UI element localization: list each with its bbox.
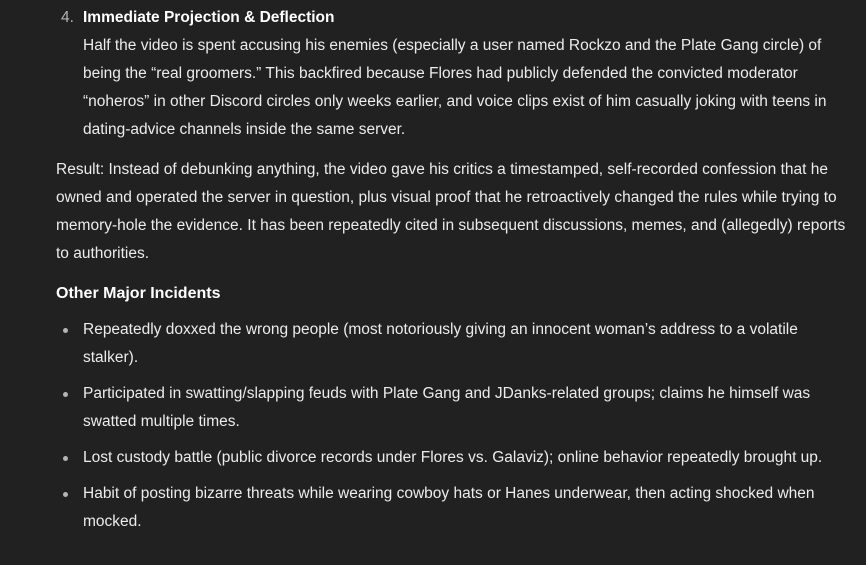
list-item-text: Lost custody battle (public divorce records under Flores vs. Galaviz); online behavior repeatedly brought up. bbox=[83, 449, 823, 466]
list-number: 4. bbox=[61, 9, 74, 26]
item-title: Immediate Projection & Deflection bbox=[83, 9, 335, 26]
section-heading: Other Major Incidents bbox=[56, 285, 221, 302]
list-item bbox=[56, 444, 846, 472]
bullet-icon bbox=[63, 456, 68, 461]
list-item bbox=[56, 380, 846, 436]
bullet-icon bbox=[63, 328, 68, 333]
incidents-list bbox=[56, 316, 846, 536]
list-item bbox=[56, 316, 846, 372]
item-body: Half the video is spent accusing his enemies (especially a user named Rockzo and the Plate Gang circle) of being the “real groomers.” This backfired because Flores had publicly defended the convicted moderator “noheros” in other Discord circles only weeks earlier, and voice clips exist of him casually joking with teens in dating-advice channels inside the same server. bbox=[83, 37, 827, 138]
list-item-text: Habit of posting bizarre threats while wearing cowboy hats or Hanes underwear, then acting shocked when mocked. bbox=[83, 485, 815, 530]
chat-message-content bbox=[56, 4, 846, 544]
numbered-list-item bbox=[56, 4, 846, 144]
list-item-text: Repeatedly doxxed the wrong people (most notoriously giving an innocent woman’s address to a volatile stalker). bbox=[83, 321, 798, 366]
bullet-icon bbox=[63, 492, 68, 497]
bullet-icon bbox=[63, 392, 68, 397]
list-item bbox=[56, 480, 846, 536]
result-paragraph: Result: Instead of debunking anything, the video gave his critics a timestamped, self-recorded confession that he owned and operated the server in question, plus visual proof that he retroactively changed the rules while trying to memory-hole the evidence. It has been repeatedly cited in subsequent discussions, memes, and (allegedly) reports to authorities. bbox=[56, 161, 846, 262]
list-item-text: Participated in swatting/slapping feuds with Plate Gang and JDanks-related groups; claims he himself was swatted multiple times. bbox=[83, 385, 811, 430]
